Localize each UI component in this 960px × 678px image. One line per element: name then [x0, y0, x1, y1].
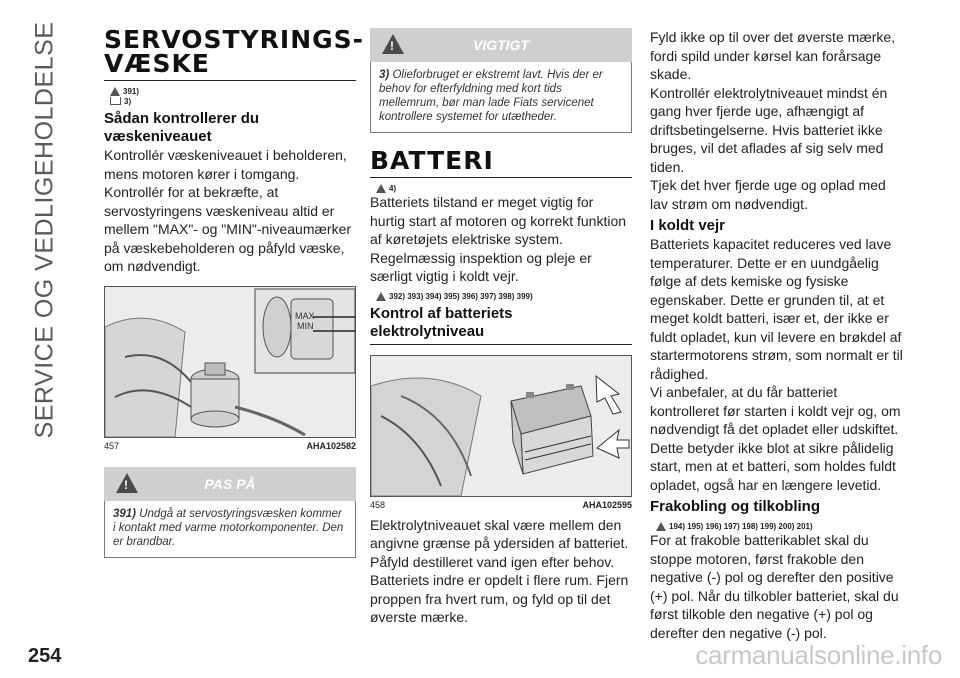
figure-458 — [370, 355, 632, 510]
reference-391: 391) — [110, 87, 356, 96]
warning-title: PAS PÅ — [204, 475, 256, 492]
paragraph-1: Fyld ikke op til over det øverste mærke, fordi spild under kørsel kan forårsage skade. — [650, 29, 896, 82]
figure-image-reservoir — [104, 286, 356, 438]
figure-457 — [104, 286, 356, 451]
warning-ref: 391) — [113, 507, 137, 520]
rule — [370, 344, 632, 345]
paragraph-2: Kontrollér elektrolytniveauet mindst én gang hver fjerde uge, afhængigt af driftsbetingelserne. Hvis batteriet ikke bruges, vil det aflades af sig selv med tiden. — [650, 84, 888, 175]
reference-list-392: 392) 393) 394) 395) 396) 397) 398) 399) — [376, 292, 632, 301]
warning-box — [104, 467, 356, 558]
section-title-servo: SERVOSTYRINGS- VÆSKE — [104, 28, 356, 81]
warning-header — [104, 467, 356, 501]
warning-body — [104, 501, 356, 558]
chapter-title: SERVICE OG VEDLIGEHOLDELSE — [30, 21, 59, 439]
subhead-disconnect: Frakobling og tilkobling — [650, 498, 820, 515]
subhead-check-fluid: Sådan kontrollerer du væskeniveauet — [104, 110, 260, 145]
reference-list-194: 194) 195) 196) 197) 198) 199) 200) 201) — [656, 522, 905, 531]
warning-text: Undgå at servostyringsvæsken kommer i kontakt med varme motorkomponenter. Den er brandbar. — [113, 507, 344, 548]
paragraph-6: For at frakoble batterikablet skal du stoppe motoren, først frakoble den negative (-) pol og derefter den positive (+) pol. Når du tilkobler batteriet, skal du først tilkoble den negative (+) pol og derefter den negative (-) pol. — [650, 532, 899, 641]
book-icon — [110, 97, 121, 105]
page-number: 254 — [28, 645, 62, 667]
notice-box — [370, 28, 632, 133]
column-1 — [104, 25, 365, 558]
figure-code: AHA102582 — [306, 440, 356, 451]
notice-body — [370, 62, 632, 133]
notice-title: VIGTIGT — [473, 37, 529, 53]
battery-illustration — [371, 356, 632, 496]
subhead-cold-weather: I koldt vejr — [650, 217, 726, 234]
figure-image-battery — [370, 355, 632, 497]
warning-icon — [376, 292, 386, 301]
paragraph-3: Tjek det hver fjerde uge og oplad med lav strøm om nødvendigt. — [650, 177, 886, 212]
body-servo: Kontrollér væskeniveauet i beholderen, mens motoren kører i tomgang. Kontrollér for at bekræfte, at servostyringens væskeniveau altid er mellem "MAX"- og "MIN"-niveaumærker på væskebeholderen og påfyld væske, om nødvendigt. — [104, 147, 352, 274]
figure-number: 457 — [104, 440, 120, 451]
max-mark: MAX — [295, 310, 315, 321]
column-2 — [370, 28, 632, 627]
watermark: carmanualsonline.info — [695, 640, 942, 670]
figure-number: 458 — [370, 499, 386, 510]
reservoir-illustration — [105, 287, 356, 437]
notice-ref: 3) — [379, 69, 390, 81]
figure-code: AHA102595 — [582, 499, 632, 510]
notice-text: Olieforbruget er ekstremt lavt. Hvis der er behov for efterfyldning med kort tids mellemrum, bør man lade Fiats servicenet kontrollere systemet for utætheder. — [379, 69, 603, 123]
chapter-sidebar — [28, 20, 62, 440]
body-electrolyte: Elektrolytniveauet skal være mellem den angivne grænse på ydersiden af batteriet. Påfyld destilleret vand igen efter behov. Batteriets indre er opdelt i flere rum. Fjern proppen fra hvert rum, og fyld op til det øverste mærke. — [370, 516, 629, 625]
column-3 — [650, 28, 905, 642]
warning-icon — [656, 522, 666, 531]
body-battery: Batteriets tilstand er meget vigtig for hurtig start af motoren og korrekt funktion af køretøjets elektriske system. Regelmæssig inspektion og pleje er særligt vigtig i koldt vejr. — [370, 194, 627, 284]
reference-3: 3) — [110, 97, 356, 106]
min-mark: MIN — [297, 320, 314, 331]
section-title-battery: BATTERI — [370, 149, 632, 178]
paragraph-4: Batteriets kapacitet reduceres ved lave temperaturer. Dette er en uundgåelig følge af dets kemiske og fysiske egenskaber. Dette er grunden til, at et meget koldt batteri, især et, der ikke er fuldt opladet, kun vil levere en brøkdel af startermotorens strøm, som normalt er til rådighed. — [650, 236, 903, 382]
warning-icon — [110, 87, 120, 96]
reference-4: 4) — [376, 184, 632, 193]
paragraph-5: Vi anbefaler, at du får batteriet kontrolleret før starten i koldt vejr og, om nødvendigt få det opladet eller udskiftet. Dette betyder ikke blot at sikre pålidelig start, men at et batteri, som holdes fuldt opladet, også har en længere levetid. — [650, 384, 901, 493]
warning-icon — [376, 184, 386, 193]
subhead-electrolyte: Kontrol af batteriets elektrolytniveau — [370, 304, 513, 340]
notice-header — [370, 28, 632, 62]
